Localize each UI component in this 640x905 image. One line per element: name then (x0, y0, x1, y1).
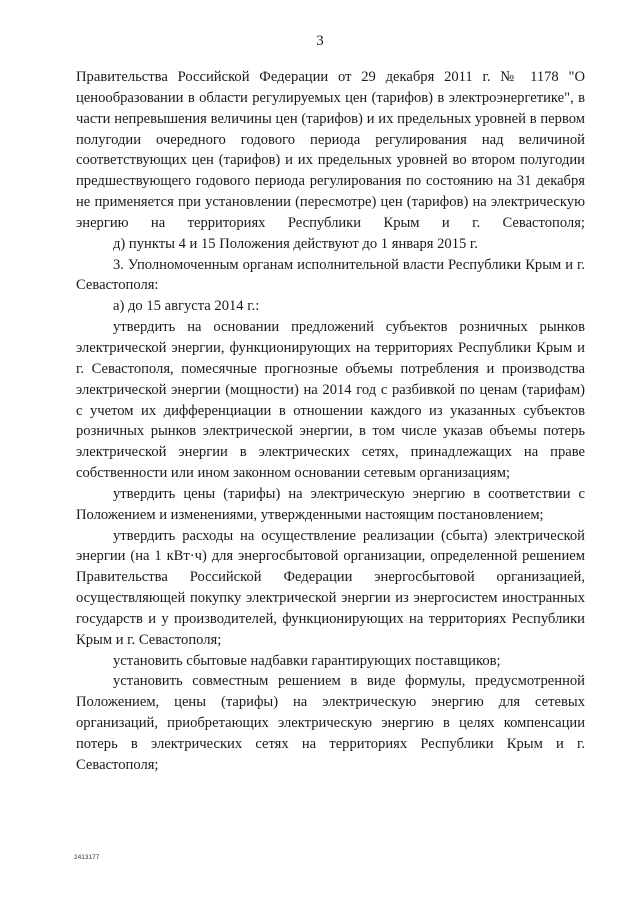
paragraph-section-3: 3. Уполномоченным органам исполнительной власти Республики Крым и г. Севастополя: (76, 256, 585, 294)
paragraph-set-markups: установить сбытовые надбавки гарантирующих поставщиков; (113, 652, 501, 669)
paragraph-item-d: д) пункты 4 и 15 Положения действуют до 1 января 2015 г. (113, 235, 478, 252)
paragraph-approve-expenses: утвердить расходы на осуществление реализации (сбыта) электрической энергии (на 1 кВт·ч) для энергосбытовой организации, определенной решением Правительства Российской Федерации энергосбытовой организацией, осуществляющей покупку электрической энергии из энергосистем иностранных государств и у производителей, функционирующих на территориях Республики Крым и г. Севастополя; (76, 527, 585, 648)
paragraph-govt-decree-clause: Правительства Российской Федерации от 29 декабря 2011 г. № 1178 "О ценообразовании в области регулируемых цен (тарифов) в электроэнергетике", в части непревышения величины цен (тарифов) и их предельных уровней в первом полугодии очередного годового периода регулирования над величиной соответствующих цен (тарифов) и их предельных уровней во втором полугодии предшествующего годового периода регулирования по состоянию на 31 декабря не применяется при установлении (пересмотре) цен (тарифов) на электрическую энергию на территориях Республики Крым и г. Севастополя; (76, 69, 585, 231)
paragraph-approve-prices: утвердить цены (тарифы) на электрическую энергию в соответствии с Положением и изменениями, утвержденными настоящим постановлением; (76, 485, 585, 523)
page-number: 3 (316, 33, 324, 49)
paragraph-set-formula: установить совместным решением в виде формулы, предусмотренной Положением, цены (тарифы) на электрическую энергию для сетевых организаций, приобретающих электрическую энергию в целях компенсации потерь в электрических сетях на территориях Республики Крым и г. Севастополя; (76, 673, 585, 773)
paragraph-approve-volumes: утвердить на основании предложений субъектов розничных рынков электрической энергии, функционирующих на территориях Республики Крым и г. Севастополя, помесячные прогнозные объемы потребления и производства электрической энергии (мощности) на 2014 год с разбивкой по ценам (тарифам) с учетом их дифференциации в отношении каждого из указанных субъектов розничных рынков электрической энергии, в том числе указав объемы потерь электрической энергии в электрических сетях, принадлежащих на праве собственности или ином законном основании сетевым организациям; (76, 319, 585, 482)
document-body (76, 67, 585, 776)
document-code: 2413177 (74, 854, 100, 861)
paragraph-item-a: а) до 15 августа 2014 г.: (113, 298, 260, 315)
